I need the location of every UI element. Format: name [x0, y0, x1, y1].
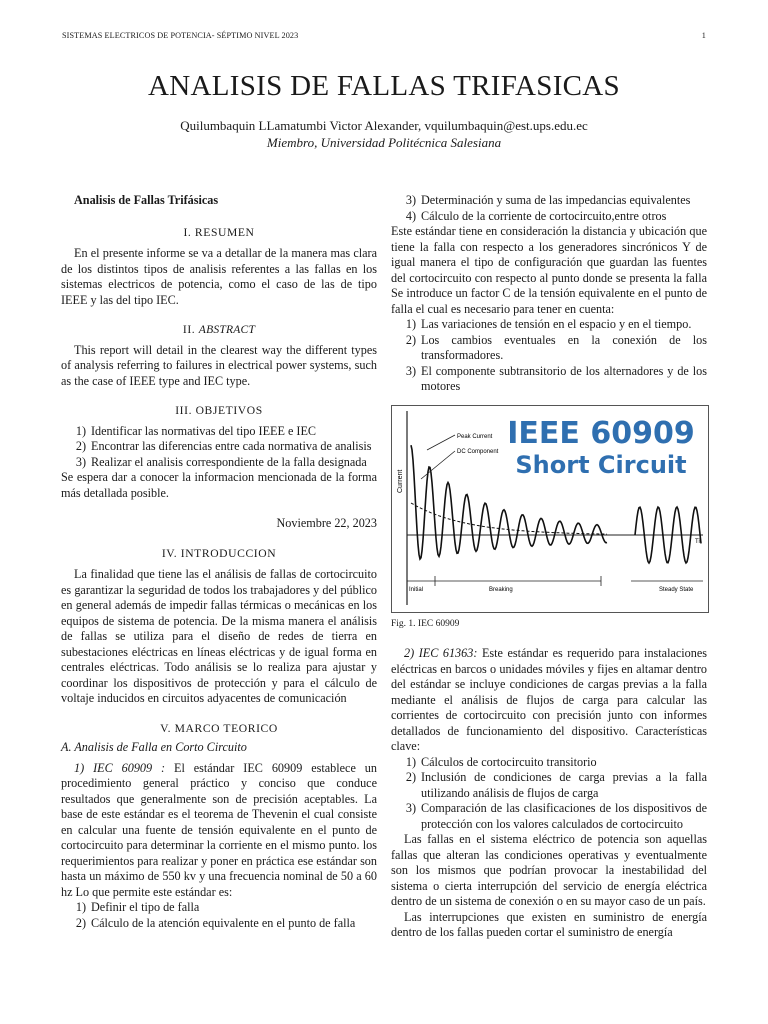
list-item: 3) Determinación y suma de las impedancias equivalentes	[405, 193, 691, 207]
axis-x-label: Ti	[695, 538, 700, 545]
right-column	[391, 193, 707, 941]
iec61363-text: 2) IEC 61363: Este estándar es requerido para instalaciones eléctricas en barcos o unidades móviles y fijes en altamar dentro del estándar se incluye condiciones de cargas previas a la falla mediante el análisis de flujos de carga para calcular las corrientes de cortocircuito con precisión junto con informes detallados de funcionamiento del dispositivo. Características clave:	[391, 646, 708, 753]
short-circuit-figure	[391, 405, 709, 613]
list-item: 1) Las variaciones de tensión en el espacio y en el tiempo.	[405, 317, 692, 331]
banner-title: IEEE 60909	[507, 415, 695, 451]
abstract-text: This report will detail in the clearest way the different types of analysis referring to failures in electrical power systems, such as the case of IEEE type and IEC type.	[61, 342, 377, 388]
list-item: 3) El componente subtransitorio de los alternadores y de los motores	[405, 363, 707, 393]
list-item: 2) Cálculo de la atención equivalente en el punto de falla	[75, 915, 356, 930]
iec60909-list	[61, 900, 377, 931]
axis-y-label: Current	[397, 469, 404, 493]
iec60909-list-cont	[391, 193, 707, 224]
list-item: 3) Realizar el analisis correspondiente de la falla designada	[75, 454, 367, 469]
figure-ieee-60909	[391, 405, 709, 613]
list-item: 2) Encontrar las diferencias entre cada normativa de analisis	[75, 439, 372, 453]
objetivos-after: Se espera dar a conocer la informacion mencionada de la forma más detallada posible.	[61, 470, 377, 500]
list-item: 3) Comparación de las clasificaciones de los dispositivos de protección con los valores calculados de cortocircuito	[405, 801, 707, 831]
factor-c-list	[391, 317, 707, 395]
section-heading: Analisis de Fallas Trifásicas	[74, 193, 219, 207]
list-item: 1) Definir el tipo de falla	[75, 900, 200, 914]
paragraph: Las fallas en el sistema eléctrico de potencia son aquellas fallas que alteran las condiciones operativas y eventualmente son los mismos que podrían provocar la inestabilidad del sistema o cierta interrupción del servicio de energía eléctrica dentro de un sistema de conexión o en su mayor caso de un país.	[391, 832, 707, 908]
abstract-title: II. ABSTRACT	[182, 323, 256, 336]
list-item: 2) Los cambios eventuales en la conexión de los transformadores.	[405, 332, 707, 362]
date: Noviembre 22, 2023	[276, 516, 377, 530]
paper-title: ANALISIS DE FALLAS TRIFASICAS	[148, 70, 620, 102]
paragraph: Las interrupciones que existen en suministro de energía dentro de los fallas pueden cortar el suministro de energía	[391, 909, 707, 939]
left-column	[61, 193, 377, 931]
resumen-text: En el presente informe se va a detallar de la manera mas clara de los distintos tipos de analisis referentes a las fallas en los sistemas electricos de potencia, como el caso de las de tipo IEEE y las del tipo IEC.	[61, 246, 377, 307]
label-dc: DC Component	[457, 448, 499, 455]
author-line: Quilumbaquin LLamatumbi Victor Alexander, vquilumbaquin@est.ups.edu.ec	[180, 118, 588, 133]
objetivos-list	[61, 424, 377, 471]
intro-text: La finalidad que tiene las el análisis de fallas de cortocircuito es garantizar la seguridad de todos los trabajadores y del público en general además de impedir fallas térmicas o mecánicas en los equipos de sistema de potencia. De la misma manera el análisis de fallas se utiliza para el diseño de redes de tierra en subestaciones eléctricas en líneas eléctricas y de igual forma en centrales eléctricas. Todo análisis se lo realiza para ajustar y coordinar los dispositivos de protección y para el cálculo de voltaje inducidos en circuitos adyacentes de comunicación	[61, 567, 377, 705]
objetivos-title: III. OBJETIVOS	[175, 404, 263, 417]
label-initial: Initial	[409, 586, 424, 593]
marco-title: V. MARCO TEORICO	[160, 721, 278, 735]
list-item: 1) Cálculos de cortocircuito transitorio	[405, 754, 597, 769]
list-item: 4) Cálculo de la corriente de cortocircuito,entre otros	[405, 208, 667, 223]
label-steady: Steady State	[659, 586, 694, 593]
label-peak: Peak Current	[457, 433, 493, 440]
subsection-a: A. Analisis de Falla en Corto Circuito	[61, 740, 247, 754]
running-header	[62, 31, 706, 40]
iec61363-list	[391, 755, 707, 833]
iec60909-text: 1) IEC 60909 : El estándar IEC 60909 establece un procedimiento general práctico y conciso que conduce resultados que generalmente son de precisión aceptables. La base de este estándar es el teorema de Thevenin el cual consiste en calcular una fuente de tensión equivalente en el punto de cortocircuito para determinar la corriente en el mismo punto. los requerimientos para realizar y poner en práctica ese estándar son hasta un máximo de 550 kv y una frecuencia nominal de 50 a 60 hz Lo que permite este estándar es:	[61, 760, 377, 899]
label-breaking: Breaking	[489, 586, 513, 593]
list-item: 1) Identificar las normativas del tipo IEEE e IEC	[75, 423, 317, 438]
running-title: SISTEMAS ELECTRICOS DE POTENCIA- SÉPTIMO NIVEL 2023	[62, 31, 299, 40]
intro-title: IV. INTRODUCCION	[161, 546, 277, 560]
banner-subtitle: Short Circuit	[515, 450, 687, 479]
resumen-title: I. RESUMEN	[183, 225, 255, 239]
list-item: 2) Inclusión de condiciones de carga previas a la falla utilizando análisis de flujos de carga	[405, 770, 707, 800]
figure-caption: Fig. 1. IEC 60909	[391, 618, 460, 629]
paragraph: Este estándar tiene en consideración la distancia y ubicación que tiene la falla con respecto a los generadores sincrónicos Y de igual manera el tipo de configuración que guardan las fuentes del cortocircuito con respecto al punto donde se presenta la falla Se introduce un factor C de la tensión equivalente en el punto de falla el cual es necesario para tener en cuenta:	[391, 224, 707, 316]
abstract-word: ABSTRACT	[198, 323, 256, 336]
page-number: 1	[701, 31, 706, 40]
affiliation: Miembro, Universidad Politécnica Salesiana	[266, 135, 502, 150]
